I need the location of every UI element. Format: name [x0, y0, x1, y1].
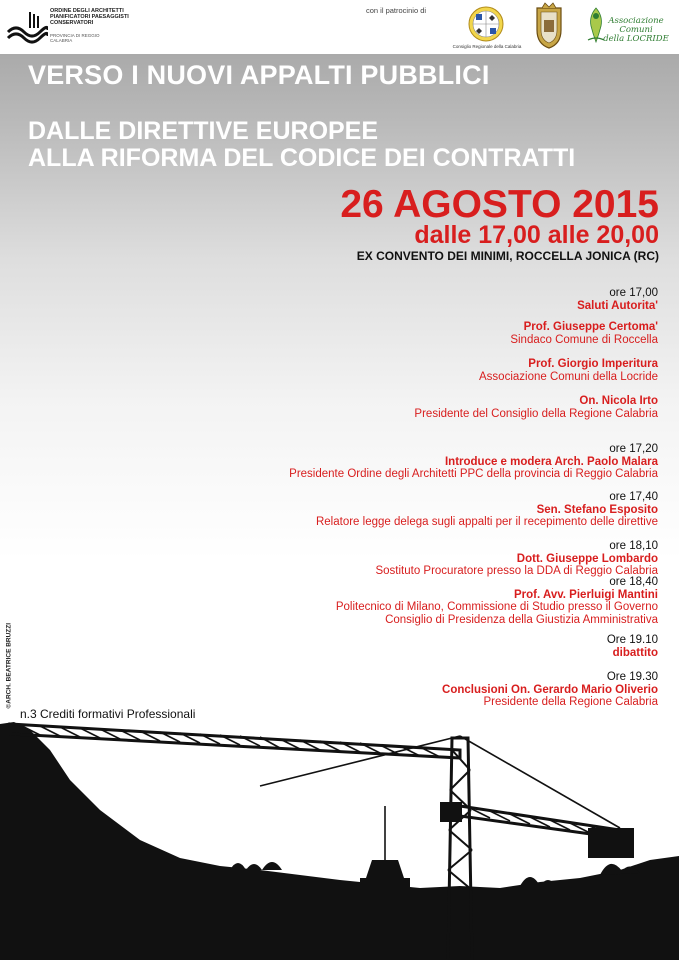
program-speaker: Conclusioni On. Gerardo Mario Oliverio: [442, 683, 658, 696]
calabria-region-crest-icon: [468, 6, 504, 42]
program-speaker: Sen. Stefano Esposito: [536, 503, 658, 516]
crane-landscape-silhouette: [0, 710, 679, 960]
program-item: [336, 576, 658, 626]
program-time: Ore 19.10: [606, 634, 658, 646]
locride-line2: della LOCRIDE: [603, 34, 669, 44]
roccella-crest-icon: [531, 2, 567, 50]
org-province: PROVINCIA DI REGGIO CALABRIA: [50, 33, 100, 43]
event-subtitle: [28, 118, 575, 172]
program-role: Relatore legge delega sugli appalti per il recepimento delle direttive: [315, 516, 658, 528]
program-speaker: Prof. Giuseppe Certoma': [523, 321, 658, 333]
program-item: [316, 491, 658, 529]
program-role: Politecnico di Milano, Commissione di Studio presso il Governo: [335, 601, 658, 613]
locride-name: [603, 17, 669, 44]
credits-note: n.3 Crediti formativi Professionali: [20, 707, 196, 721]
program-role: Presidente Ordine degli Architetti PPC della provincia di Reggio Calabria: [289, 468, 658, 480]
program-time: ore 17,40: [609, 491, 658, 503]
photo-credit: [0, 622, 13, 709]
program-item: [289, 443, 658, 481]
program-time: ore 18,40: [609, 576, 658, 588]
program-role: Sostituto Procuratore presso la DDA di Reggio Calabria: [375, 565, 658, 577]
program-speaker: Prof. Giorgio Imperitura: [528, 358, 658, 370]
program-item: [577, 287, 658, 312]
program-speaker: Dott. Giuseppe Lombardo: [516, 552, 658, 565]
program-item: [414, 395, 658, 420]
program-item: [607, 634, 658, 659]
architects-order-logo: [6, 8, 48, 46]
program-item: [479, 358, 658, 383]
program-time: Ore 19.30: [606, 671, 658, 683]
logo-header: [0, 0, 679, 54]
program-time: ore 17,20: [609, 443, 658, 455]
program-role: Sindaco Comune di Roccella: [510, 333, 658, 346]
subtitle-line-1: DALLE DIRETTIVE EUROPEE: [28, 117, 379, 145]
subtitle-line-2: ALLA RIFORMA DEL CODICE DEI CONTRATTI: [28, 144, 576, 172]
locride-association-logo: [585, 4, 669, 50]
event-title: VERSO I NUOVI APPALTI PUBBLICI: [28, 60, 490, 90]
program-item: [442, 671, 658, 709]
event-date: 26 AGOSTO 2015: [340, 183, 659, 226]
program-speaker: Introduce e modera Arch. Paolo Malara: [444, 455, 658, 468]
program-role: Associazione Comuni della Locride: [479, 370, 658, 383]
photo-credit-text: ©ARCH. BEATRICE BRUZZI: [5, 622, 13, 709]
program-speaker: On. Nicola Irto: [579, 395, 658, 407]
program-item: [375, 540, 658, 578]
calabria-region-label: Consiglio Regionale della Calabria: [452, 44, 522, 49]
program-time: ore 17,00: [609, 287, 658, 299]
program-role: Presidente della Regione Calabria: [483, 696, 658, 708]
program-item: [510, 321, 658, 346]
program-speaker: Saluti Autorita': [577, 299, 658, 312]
patronage-label: con il patrocinio di: [366, 6, 427, 15]
program-role: Consiglio di Presidenza della Giustizia Amministrativa: [385, 613, 658, 626]
program-speaker: Prof. Avv. Pierluigi Mantini: [514, 588, 658, 601]
event-time: dalle 17,00 alle 20,00: [414, 221, 659, 249]
program-role: Presidente del Consiglio della Regione Calabria: [414, 407, 658, 420]
org-name: ORDINE DEGLI ARCHITETTI PIANIFICATORI PAESAGGISTI CONSERVATORI: [50, 8, 129, 26]
locride-line1: Associazione Comuni: [608, 16, 664, 35]
event-venue: EX CONVENTO DEI MINIMI, ROCCELLA JONICA (RC): [356, 249, 659, 263]
program-speaker: dibattito: [612, 646, 658, 659]
program-time: ore 18,10: [609, 540, 658, 552]
